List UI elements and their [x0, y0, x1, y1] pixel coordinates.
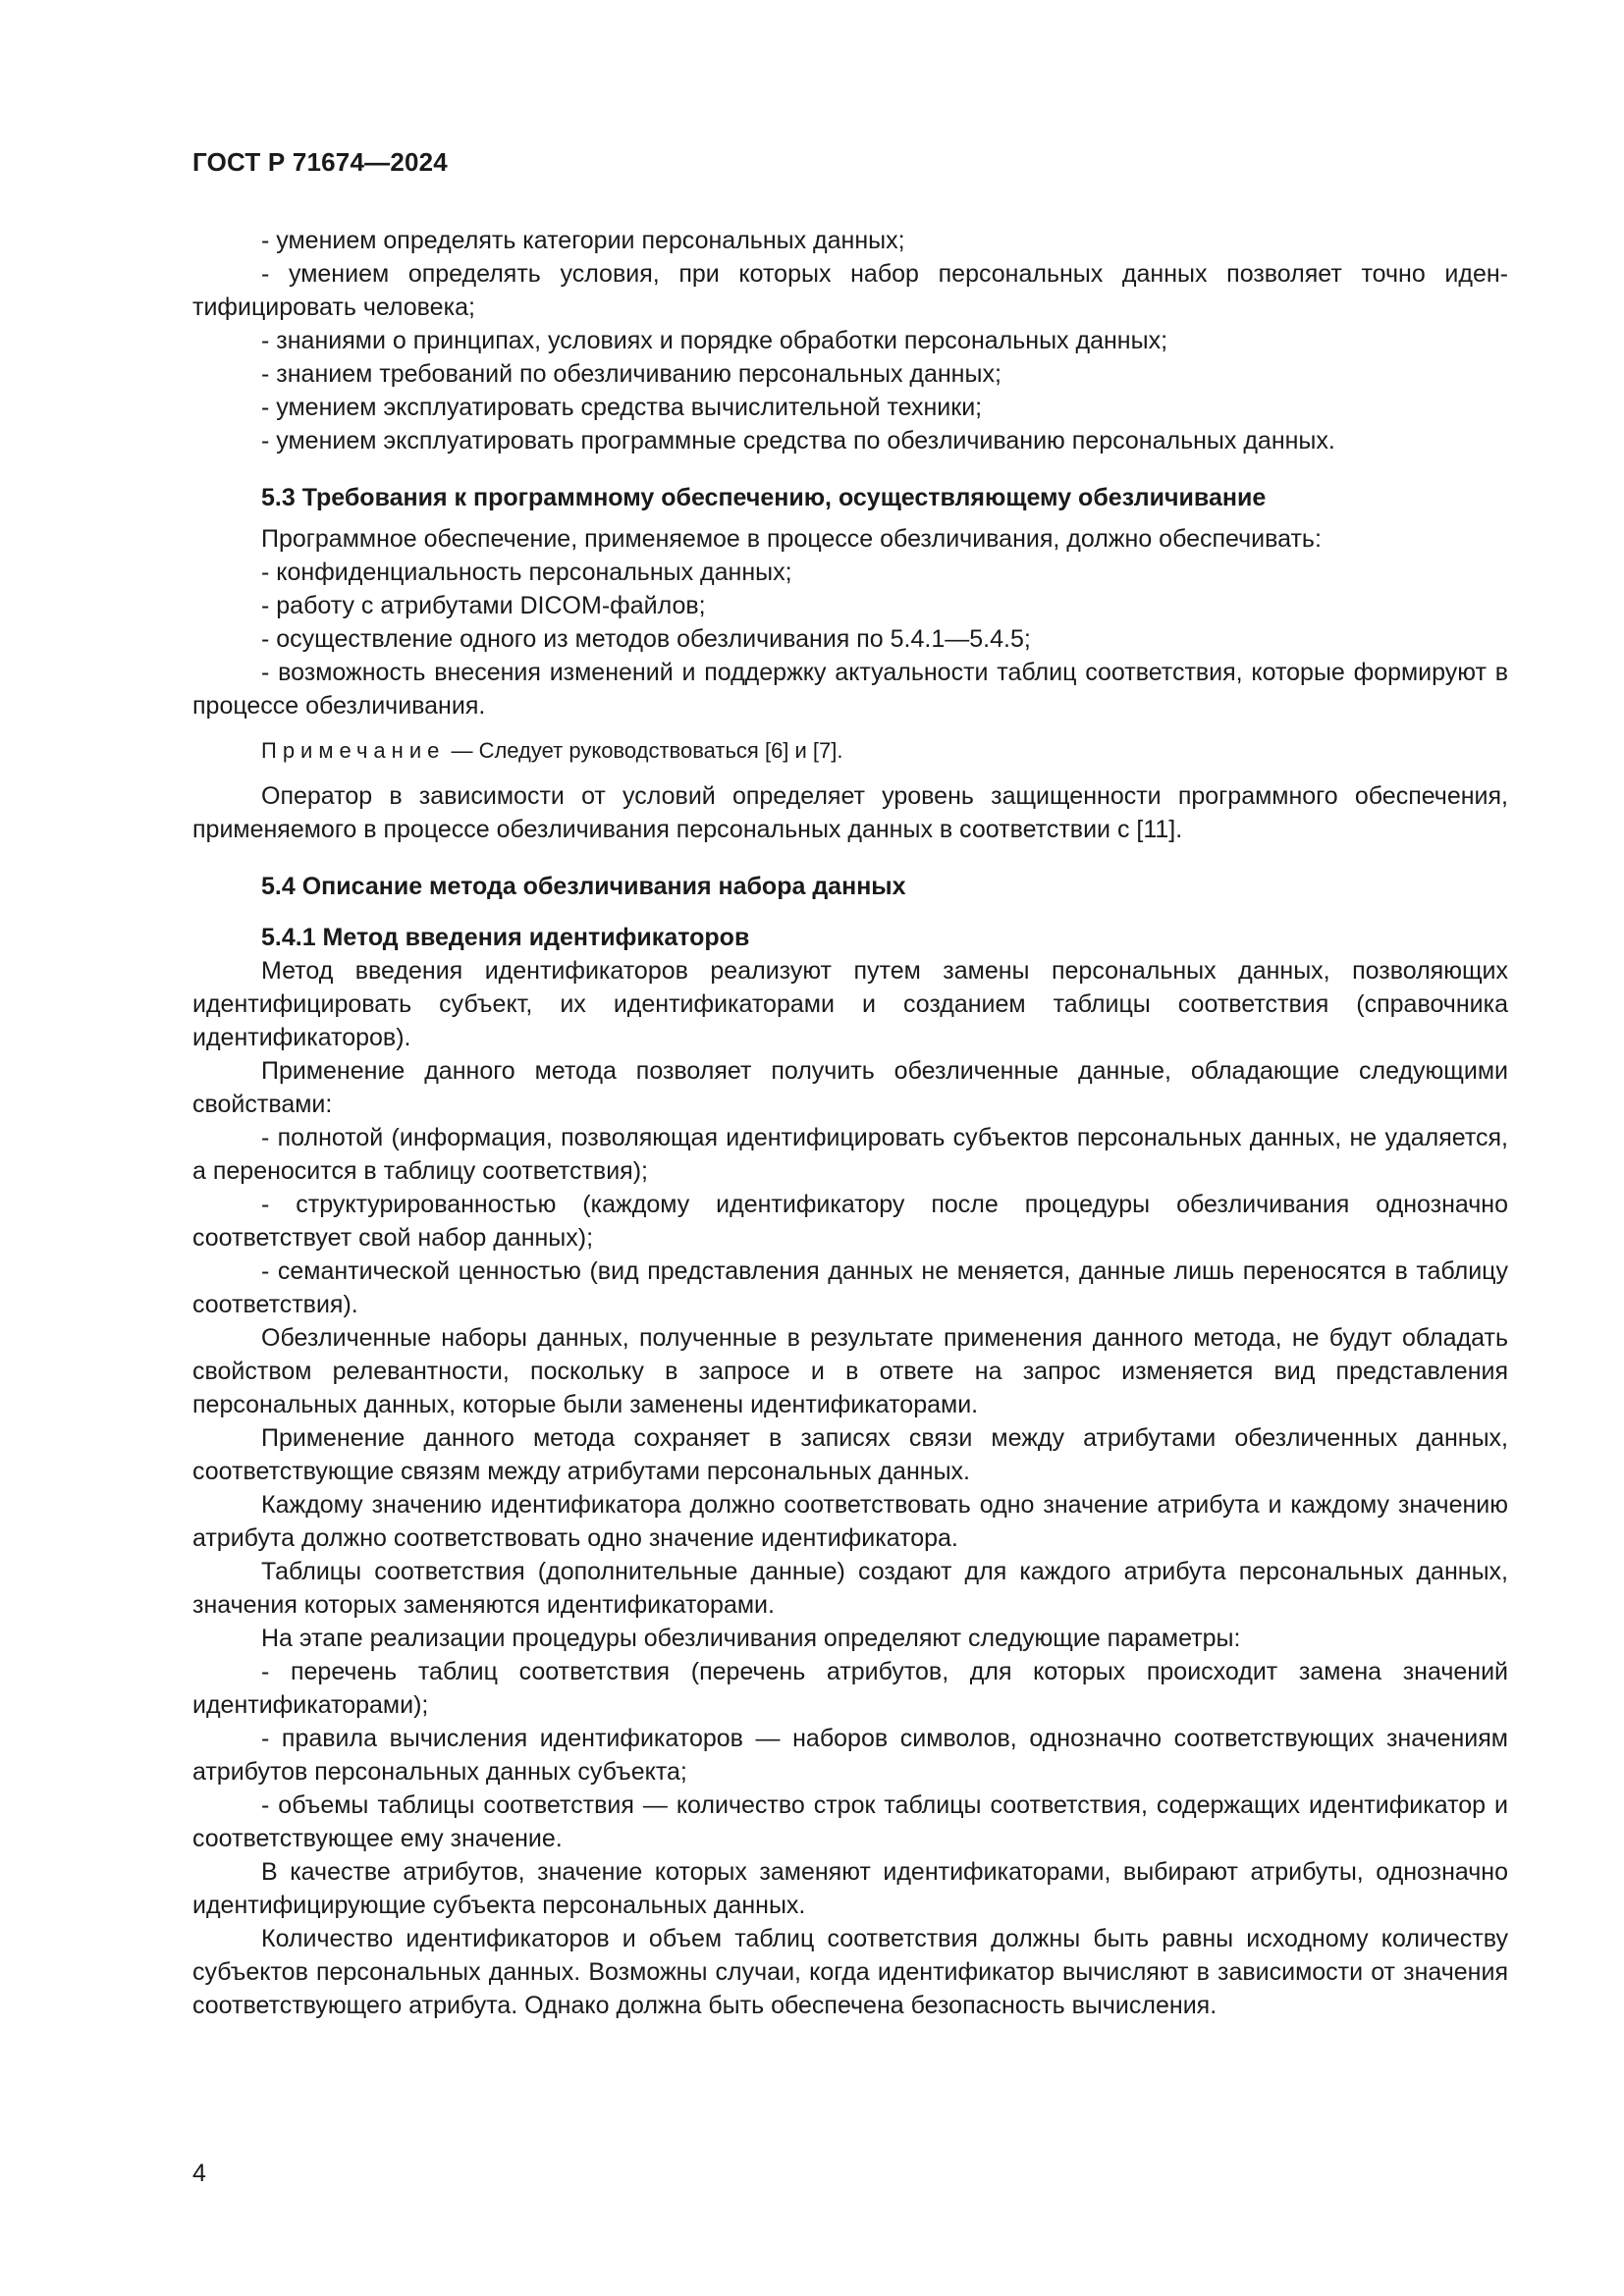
section-heading-5-4-1: 5.4.1 Метод введения идентификаторов — [261, 924, 750, 951]
list-item: - полнотой (информация, позволяющая идентифицировать субъектов персональных данных, не удаляется, а переносится в таблицу соответствия); — [192, 1124, 1508, 1185]
list-item: - умением эксплуатировать программные средства по обезличиванию персональных данных. — [261, 427, 1335, 454]
note — [192, 734, 1508, 768]
paragraph: Применение данного метода позволяет получить обезличенные данные, обладающие следующими свойствами: — [192, 1057, 1508, 1118]
note-label: Примечание — [261, 738, 446, 763]
document-body — [192, 224, 1508, 2022]
list-item: - умением определять условия, при которых набор персональных данных позволяет точно идентифицировать человека; — [192, 260, 1508, 321]
note-text: — Следует руководствоваться [6] и [7]. — [445, 738, 843, 763]
list-item: - возможность внесения изменений и поддержку актуальности таблиц соответствия, которые формируют в процессе обезличивания. — [192, 659, 1508, 720]
paragraph: Оператор в зависимости от условий определяет уровень защищенности программного обеспечения, применяемого в процессе обезличивания персональных данных в соответствии с [11]. — [192, 782, 1508, 843]
paragraph: Каждому значению идентификатора должно соответствовать одно значение атрибута и каждому значению атрибута должно соответствовать одно значение идентификатора. — [192, 1491, 1508, 1552]
paragraph: Таблицы соответствия (дополнительные данные) создают для каждого атрибута персональных данных, значения которых заменяются идентификаторами. — [192, 1558, 1508, 1619]
list-item: - конфиденциальность персональных данных; — [261, 559, 792, 586]
section-heading-5-4: 5.4 Описание метода обезличивания набора данных — [261, 873, 906, 900]
list-item: - знанием требований по обезличиванию персональных данных; — [261, 360, 1001, 388]
list-item: - перечень таблиц соответствия (перечень атрибутов, для которых происходит замена значений идентификаторами); — [192, 1658, 1508, 1719]
list-item: - умением эксплуатировать средства вычислительной техники; — [261, 394, 983, 421]
paragraph: Обезличенные наборы данных, полученные в результате применения данного метода, не будут обладать свойством релевантности, поскольку в запросе и в ответе на запрос изменяется вид представления персональных данных, которые были заменены идентификаторами. — [192, 1324, 1508, 1418]
list-item: - правила вычисления идентификаторов — наборов символов, однозначно соответствующих значениям атрибутов персональных данных субъекта; — [192, 1725, 1508, 1786]
list-item: - осуществление одного из методов обезличивания по 5.4.1—5.4.5; — [261, 625, 1031, 653]
section-heading-5-3: 5.3 Требования к программному обеспечению, осуществляющему обезличивание — [261, 484, 1267, 511]
list-item: - умением определять категории персональных данных; — [261, 227, 905, 254]
document-header: ГОСТ Р 71674—2024 — [192, 147, 448, 177]
paragraph: Метод введения идентификаторов реализуют путем замены персональных данных, позволяющих идентифицировать субъект, их идентификаторами и созданием таблицы соответствия (справочника идентификаторов). — [192, 957, 1508, 1051]
paragraph: На этапе реализации процедуры обезличивания определяют следующие параметры: — [261, 1625, 1241, 1652]
list-item: - объемы таблицы соответствия — количество строк таблицы соответствия, содержащих идентификатор и соответствующее ему значение. — [192, 1791, 1508, 1852]
list-item: - семантической ценностью (вид представления данных не меняется, данные лишь переносятся в таблицу соответствия). — [192, 1257, 1508, 1318]
paragraph: Количество идентификаторов и объем таблиц соответствия должны быть равны исходному количеству субъектов персональных данных. Возможны случаи, когда идентификатор вычисляют в зависимости от значения соответствующего атрибута. Однако должна быть обеспечена безопасность вычисления. — [192, 1925, 1508, 2019]
list-item: - структурированностью (каждому идентификатору после процедуры обезличивания однозначно соответствует свой набор данных); — [192, 1191, 1508, 1252]
paragraph: Применение данного метода сохраняет в записях связи между атрибутами обезличенных данных, соответствующие связям между атрибутами персональных данных. — [192, 1424, 1508, 1485]
page-number: 4 — [192, 2160, 206, 2187]
list-item: - работу с атрибутами DICOM-файлов; — [261, 592, 706, 619]
list-item: - знаниями о принципах, условиях и порядке обработки персональных данных; — [261, 327, 1168, 354]
paragraph: В качестве атрибутов, значение которых заменяют идентификаторами, выбирают атрибуты, однозначно идентифицирующие субъекта персональных данных. — [192, 1858, 1508, 1919]
paragraph: Программное обеспечение, применяемое в процессе обезличивания, должно обеспечивать: — [261, 525, 1322, 553]
